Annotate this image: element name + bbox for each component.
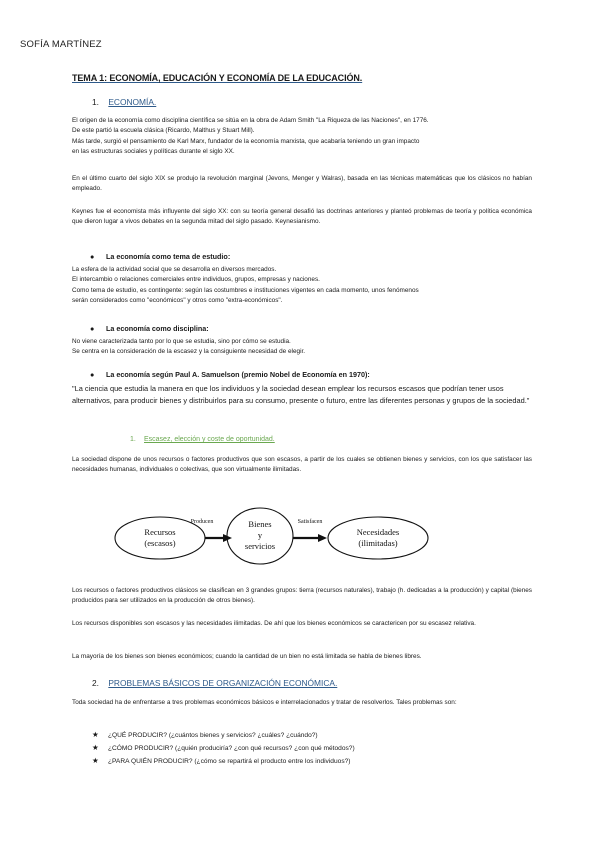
subsection-heading-escasez	[130, 436, 275, 443]
section-label: ECONOMÍA.	[108, 97, 157, 107]
section-heading-problemas	[92, 678, 337, 688]
section-number: 1.	[92, 97, 99, 107]
bienes-libres-paragraph: La mayoría de los bienes son bienes económicos; cuando la cantidad de un bien no está limitada se habla de bienes libres.	[72, 653, 422, 660]
text-line: El intercambio o relaciones comerciales entre individuos, grupos, empresas y naciones.	[72, 276, 320, 284]
diagram-node-necesidades-line2: (ilimitadas)	[358, 538, 398, 548]
bullet-tema-estudio	[90, 252, 230, 261]
text-line: De este partió la escuela clásica (Ricardo, Malthus y Stuart Mill).	[72, 127, 255, 135]
text-line: serán considerados como "económicos" y otros como "extra-económicos".	[72, 297, 283, 305]
diagram-node-recursos-line1: Recursos	[144, 527, 176, 537]
bullet-samuelson	[90, 370, 370, 379]
text-line: en las estructuras sociales y políticas durante el siglo XX.	[72, 148, 235, 156]
text-line: El origen de la economía como disciplina científica se sitúa en la obra de Adam Smith "La Riqueza de las Naciones", en 1776.	[72, 117, 429, 124]
diagram-arrow-satisfacen-label: Satisfacen	[297, 519, 323, 525]
diagram-node-bienes-line2: y	[257, 530, 263, 540]
intro-paragraph	[72, 116, 532, 158]
subsection-number: 1.	[130, 436, 136, 443]
diagram-node-necesidades-line1: Necesidades	[356, 527, 400, 537]
bullet-dot-icon: ●	[90, 370, 95, 379]
economic-flow-diagram	[110, 505, 470, 570]
star-bullet-icon: ★	[92, 743, 99, 752]
star-bullet-icon: ★	[92, 756, 99, 765]
text-line: Más tarde, surgió el pensamiento de Karl Marx, fundador de la economía marxista, que acabaría teniendo un gran impacto	[72, 137, 420, 145]
diagram-arrowhead-icon	[318, 534, 327, 542]
limitadas-paragraph: Los recursos disponibles son escasos y las necesidades ilimitadas. De ahí que los bienes económicos se caractericen por su escasez relativa.	[72, 620, 476, 627]
question-label: ¿CÓMO PRODUCIR?	[108, 745, 174, 752]
subsection-label: Escasez, elección y coste de oportunidad.	[144, 436, 275, 443]
bullet-label: La economía según Paul A. Samuelson (premio Nobel de Economía en 1970):	[106, 370, 370, 379]
list-item-como-producir	[92, 743, 355, 752]
section-heading-economia	[92, 97, 156, 107]
diagram-node-bienes-line1: Bienes	[248, 519, 272, 529]
section-label: PROBLEMAS BÁSICOS DE ORGANIZACIÓN ECONÓMICA.	[108, 678, 338, 688]
factores-paragraph: Los recursos o factores productivos clásicos se clasifican en 3 grandes grupos: tierra (recursos naturales), trabajo (h. dedicadas a la producción) y capital (bienes producidos para ser utilizados en la producción de otros bienes).	[72, 587, 532, 605]
problemas-paragraph: Toda sociedad ha de enfrentarse a tres problemas económicos básicos e interrelacionados y tratar de resolverlos. Tales problemas son:	[72, 699, 457, 706]
question-label: ¿PARA QUIÉN PRODUCIR?	[108, 758, 193, 765]
bullet-dot-icon: ●	[90, 324, 95, 333]
author-header: SOFÍA MARTÍNEZ	[20, 39, 102, 50]
question-detail: (¿cómo se repartirá el producto entre los individuos?)	[192, 758, 351, 765]
tema-estudio-paragraph	[72, 265, 532, 307]
section-number: 2.	[92, 678, 99, 688]
question-label: ¿QUÉ PRODUCIR?	[108, 732, 167, 739]
list-item-que-producir	[92, 730, 318, 739]
text-line: Se centra en la consideración de la escasez y la consiguiente necesidad de elegir.	[72, 348, 306, 356]
samuelson-quote: "La ciencia que estudia la manera en que los individuos y la sociedad desean emplear los recursos escasos que podrían tener usos alternativos, para producir bienes y distribuirlos para su consumo, presente o futuro, entre las diferentes personas y grupos de la sociedad."	[72, 384, 530, 405]
diagram-arrow-producen-label: Producen	[190, 519, 214, 525]
escasez-paragraph: La sociedad dispone de unos recursos o factores productivos que son escasos, a partir de los cuales se obtienen bienes y servicios, con los que satisfacer las necesidades humanas, individuales o colectivas, que son virtualmente ilimitadas.	[72, 456, 532, 474]
diagram-node-bienes-line3: servicios	[244, 541, 276, 551]
list-item-para-quien-producir	[92, 756, 350, 765]
star-bullet-icon: ★	[92, 730, 99, 739]
bullet-label: La economía como disciplina:	[106, 324, 209, 333]
question-detail: (¿cuántos bienes y servicios? ¿cuáles? ¿cuándo?)	[166, 732, 318, 739]
bullet-dot-icon: ●	[90, 252, 95, 261]
text-line: No viene caracterizada tanto por lo que se estudia, sino por cómo se estudia.	[72, 338, 291, 345]
text-line: La esfera de la actividad social que se desarrolla en diversos mercados.	[72, 266, 277, 273]
bullet-label: La economía como tema de estudio:	[106, 252, 231, 261]
marginal-paragraph: En el último cuarto del siglo XIX se produjo la revolución marginal (Jevons, Menger y Walras), basada en las técnicas matemáticas que los clásicos no habían empleado.	[72, 175, 532, 193]
page-title: TEMA 1: ECONOMÍA, EDUCACIÓN Y ECONOMÍA DE LA EDUCACIÓN.	[72, 73, 363, 83]
bullet-disciplina	[90, 324, 209, 333]
keynes-paragraph: Keynes fue el economista más influyente del siglo XX: con su teoría general desafió las doctrinas anteriores y planteó problemas de teoría y política económica que dieron lugar a vivos debates en la segunda mitad del siglo pasado. Keynesianismo.	[72, 208, 532, 226]
text-line: Como tema de estudio, es contingente: según las costumbres e instituciones vigentes en cada momento, unos fenómenos	[72, 286, 419, 294]
question-detail: (¿quién produciría? ¿con qué recursos? ¿con qué métodos?)	[173, 745, 355, 752]
diagram-node-recursos-line2: (escasos)	[144, 538, 176, 548]
disciplina-paragraph	[72, 337, 532, 358]
